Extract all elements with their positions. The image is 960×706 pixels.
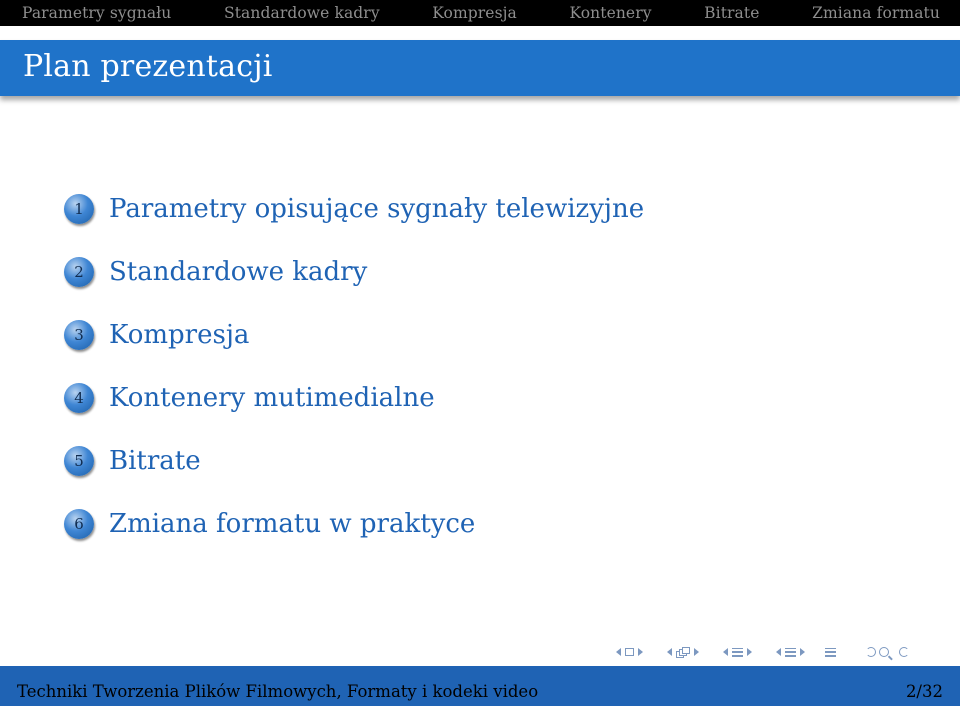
toc-item[interactable]: [64, 299, 644, 371]
beamer-navigation-symbols: [612, 643, 909, 661]
frame-icon[interactable]: [625, 648, 634, 656]
toc-item-label[interactable]: Standardowe kadry: [109, 257, 368, 287]
frame-prev-icon[interactable]: [616, 648, 621, 656]
subsection-next-icon[interactable]: [694, 648, 699, 656]
frame-next-icon[interactable]: [638, 648, 643, 656]
section-next-icon[interactable]: [747, 648, 752, 656]
section-prev-icon[interactable]: [723, 648, 728, 656]
toc-item[interactable]: [64, 362, 644, 434]
toc-number-badge: 3: [64, 320, 94, 350]
part-next-icon[interactable]: [800, 648, 805, 656]
subsection-icon[interactable]: [676, 647, 690, 658]
document-navigation: [825, 648, 836, 657]
toc-number-badge: 2: [64, 257, 94, 287]
search-icon[interactable]: [879, 647, 889, 657]
part-prev-icon[interactable]: [776, 648, 781, 656]
toc-number-badge: 4: [64, 383, 94, 413]
part-icon[interactable]: [785, 648, 796, 657]
section-navigation: [0, 0, 960, 26]
search-navigation: [866, 647, 909, 657]
document-icon[interactable]: [825, 648, 836, 657]
toc-number-badge: 1: [64, 194, 94, 224]
subsection-prev-icon[interactable]: [667, 648, 672, 656]
footer-bar: [0, 666, 960, 706]
toc-item[interactable]: [64, 488, 644, 560]
toc-number-badge: 6: [64, 509, 94, 539]
nav-section-standardowe-kadry[interactable]: Standardowe kadry: [223, 4, 380, 22]
footer-title: Techniki Tworzenia Plików Filmowych, Formaty i kodeki video: [17, 682, 539, 701]
toc-item-label[interactable]: Parametry opisujące sygnały telewizyjne: [109, 194, 645, 224]
toc-item[interactable]: [64, 236, 644, 308]
toc-item-label[interactable]: Kontenery mutimedialne: [109, 383, 435, 413]
table-of-contents: [64, 173, 644, 560]
nav-section-parametry[interactable]: Parametry sygnału: [22, 4, 172, 22]
forward-icon[interactable]: [899, 647, 909, 657]
back-icon[interactable]: [866, 647, 876, 657]
nav-section-kontenery[interactable]: Kontenery: [569, 4, 652, 22]
toc-number-badge: 5: [64, 446, 94, 476]
toc-item-label[interactable]: Zmiana formatu w praktyce: [109, 509, 476, 539]
part-navigation: [772, 648, 809, 657]
slide-title: Plan prezentacji: [23, 49, 273, 84]
toc-item-label[interactable]: Bitrate: [109, 446, 201, 476]
subsection-navigation: [663, 647, 703, 658]
frame-navigation: [612, 648, 647, 656]
nav-section-bitrate[interactable]: Bitrate: [704, 4, 760, 22]
nav-section-kompresja[interactable]: Kompresja: [432, 4, 517, 22]
toc-item-label[interactable]: Kompresja: [109, 320, 250, 350]
section-navigation-symbols: [719, 648, 756, 657]
nav-section-zmiana-formatu[interactable]: Zmiana formatu: [812, 4, 940, 22]
toc-item[interactable]: [64, 173, 644, 245]
section-icon[interactable]: [732, 648, 743, 657]
title-band: [0, 40, 960, 96]
page-number: 2/32: [905, 682, 943, 701]
toc-item[interactable]: [64, 425, 644, 497]
